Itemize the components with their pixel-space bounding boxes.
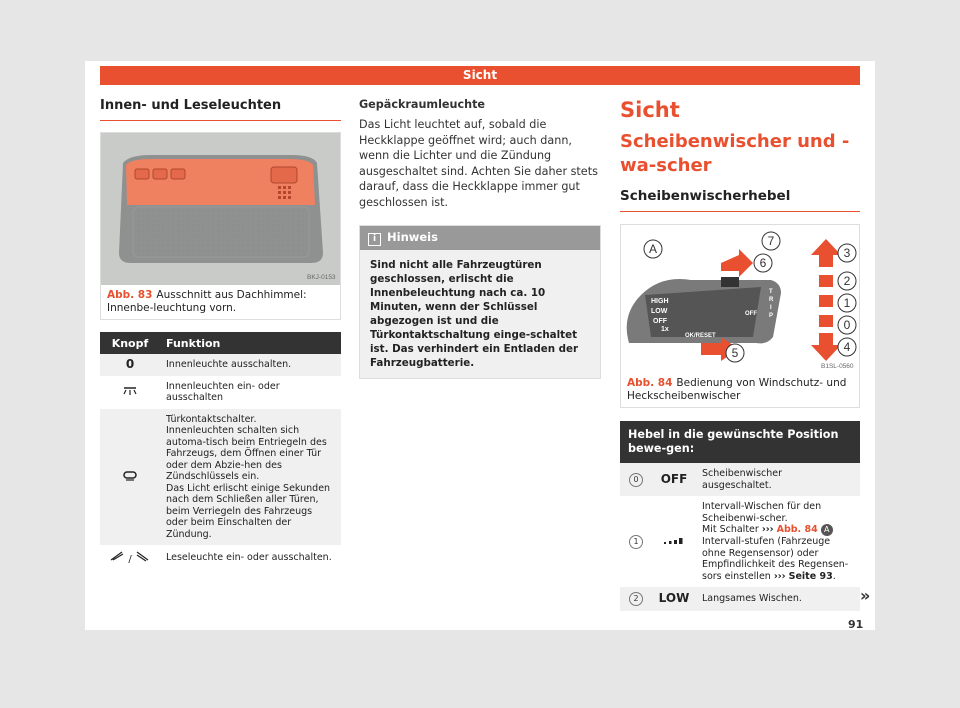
note-title: Hinweis <box>387 230 438 244</box>
continue-mark: » <box>860 586 871 605</box>
lever-label: OFF <box>745 311 757 317</box>
figure-83 <box>100 132 341 320</box>
info-icon: i <box>368 233 381 246</box>
zero-icon: 0 <box>100 354 160 376</box>
table-header: Hebel in die gewünschte Position bewe-gen: <box>620 421 860 463</box>
fig-mark: 5 <box>731 346 739 360</box>
figure-label: Abb. 84 <box>627 377 673 389</box>
lever-label: LOW <box>651 308 668 315</box>
table-row <box>620 496 860 587</box>
fig-mark: 7 <box>767 234 775 248</box>
table-row <box>620 463 860 496</box>
lever-section-title: Scheibenwischerhebel <box>620 188 791 204</box>
lever-label: OK/RESET <box>685 333 716 339</box>
row-text: Langsames Wischen. <box>696 587 860 611</box>
table-row <box>100 409 341 546</box>
figure-code: B1SL-0560 <box>821 363 854 370</box>
fig-mark: 0 <box>843 318 851 332</box>
lever-label: P <box>769 313 774 319</box>
fig-mark: 3 <box>843 246 851 260</box>
col-function-header: Funktion <box>160 332 341 354</box>
right-column <box>620 98 860 611</box>
lamp-icon <box>100 376 160 409</box>
fig-mark: A <box>648 242 658 256</box>
section-title: Innen- und Leseleuchten <box>100 98 282 113</box>
section-rule <box>620 211 860 212</box>
lever-label: T <box>769 289 773 295</box>
lever-label: 1x <box>661 326 669 333</box>
row-text: Scheibenwischer ausgeschaltet. <box>696 463 860 496</box>
position-number: 2 <box>620 587 652 611</box>
chapter-title: Sicht <box>620 98 680 122</box>
lever-label: R <box>769 297 774 303</box>
icon-separator: / <box>128 554 132 565</box>
row-text: Innenleuchte ausschalten. <box>160 354 341 376</box>
fig-mark: 2 <box>843 274 851 288</box>
page-number: 91 <box>848 618 864 631</box>
lever-label: OFF <box>653 318 667 325</box>
table-row <box>100 545 341 571</box>
luggage-lamp-title: Gepäckraumleuchte <box>359 98 486 111</box>
reading-lamp-icon <box>100 545 160 571</box>
section-rule <box>100 120 341 121</box>
lever-label: I <box>770 305 772 311</box>
chapter-header: Sicht <box>100 66 860 85</box>
note-header <box>360 226 600 250</box>
table-row <box>100 376 341 409</box>
wiper-title: Scheibenwischer und -wa-scher <box>620 131 850 176</box>
caption-text: Bedienung von Windschutz- und Heckscheibenwischer <box>627 377 847 402</box>
fig-mark: 4 <box>843 340 851 354</box>
row-text: Intervall-Wischen für den Scheibenwi-scher. Mit Schalter ››› Abb. 84 A Intervall-stufen (Fahrzeuge ohne Regensensor) oder Empfindlichkeit des Regensen-sors einstellen ››› Seite 93. <box>696 496 860 587</box>
figure-caption <box>621 373 859 407</box>
ceiling-console-illustration <box>101 133 340 285</box>
off-icon: OFF <box>652 463 696 496</box>
button-function-table <box>100 332 341 571</box>
figure-label: Abb. 83 <box>107 289 153 301</box>
door-contact-icon <box>100 409 160 546</box>
position-number: 1 <box>620 496 652 587</box>
left-column <box>100 98 341 571</box>
middle-column <box>359 98 601 379</box>
low-icon: LOW <box>652 587 696 611</box>
caption-text: Ausschnitt aus Dachhimmel: Innenbe-leuchtung vorn. <box>107 289 307 314</box>
table-row <box>100 354 341 376</box>
figure-code: BKJ-0153 <box>307 274 336 281</box>
position-number: 0 <box>620 463 652 496</box>
interval-icon <box>652 496 696 587</box>
fig-mark: 6 <box>759 256 767 270</box>
figure-caption <box>101 285 340 319</box>
fig-mark: 1 <box>843 296 851 310</box>
lever-position-table <box>620 421 860 611</box>
luggage-lamp-text: Das Licht leuchtet auf, sobald die Heckklappe geöffnet wird; auch dann, wenn die Lichter und die Zündung ausgeschaltet sind. Achten Sie daher stets darauf, dass die Heckklappe immer gut geschlossen ist. <box>359 118 598 209</box>
col-button-header: Knopf <box>100 332 160 354</box>
figure-84 <box>620 224 860 408</box>
note-text: Sind nicht alle Fahrzeugtüren geschlossen, erlischt die Innenbeleuchtung nach ca. 10 Minuten, wenn der Schlüssel abgezogen ist und die Türkontaktschaltung einge-schaltet ist. Das verhindert ein Entladen der Fahrzeugbatterie. <box>370 259 579 369</box>
wiper-lever-illustration <box>621 225 859 373</box>
row-text: Leseleuchte ein- oder ausschalten. <box>160 545 341 571</box>
row-text: Türkontaktschalter. Innenleuchten schalten sich automa-tisch beim Entriegeln des Fahrzeugs, dem Öffnen einer Tür oder dem Abzie-hen des Zündschlüssels ein. Das Licht erlischt einige Sekunden nach dem Schließen aller Türen, beim Verriegeln des Fahrzeugs oder beim Einschalten der Zündung. <box>160 409 341 546</box>
note-box <box>359 225 601 379</box>
table-row <box>620 587 860 611</box>
row-text: Innenleuchten ein- oder ausschalten <box>160 376 341 409</box>
lever-label: HIGH <box>651 298 669 305</box>
